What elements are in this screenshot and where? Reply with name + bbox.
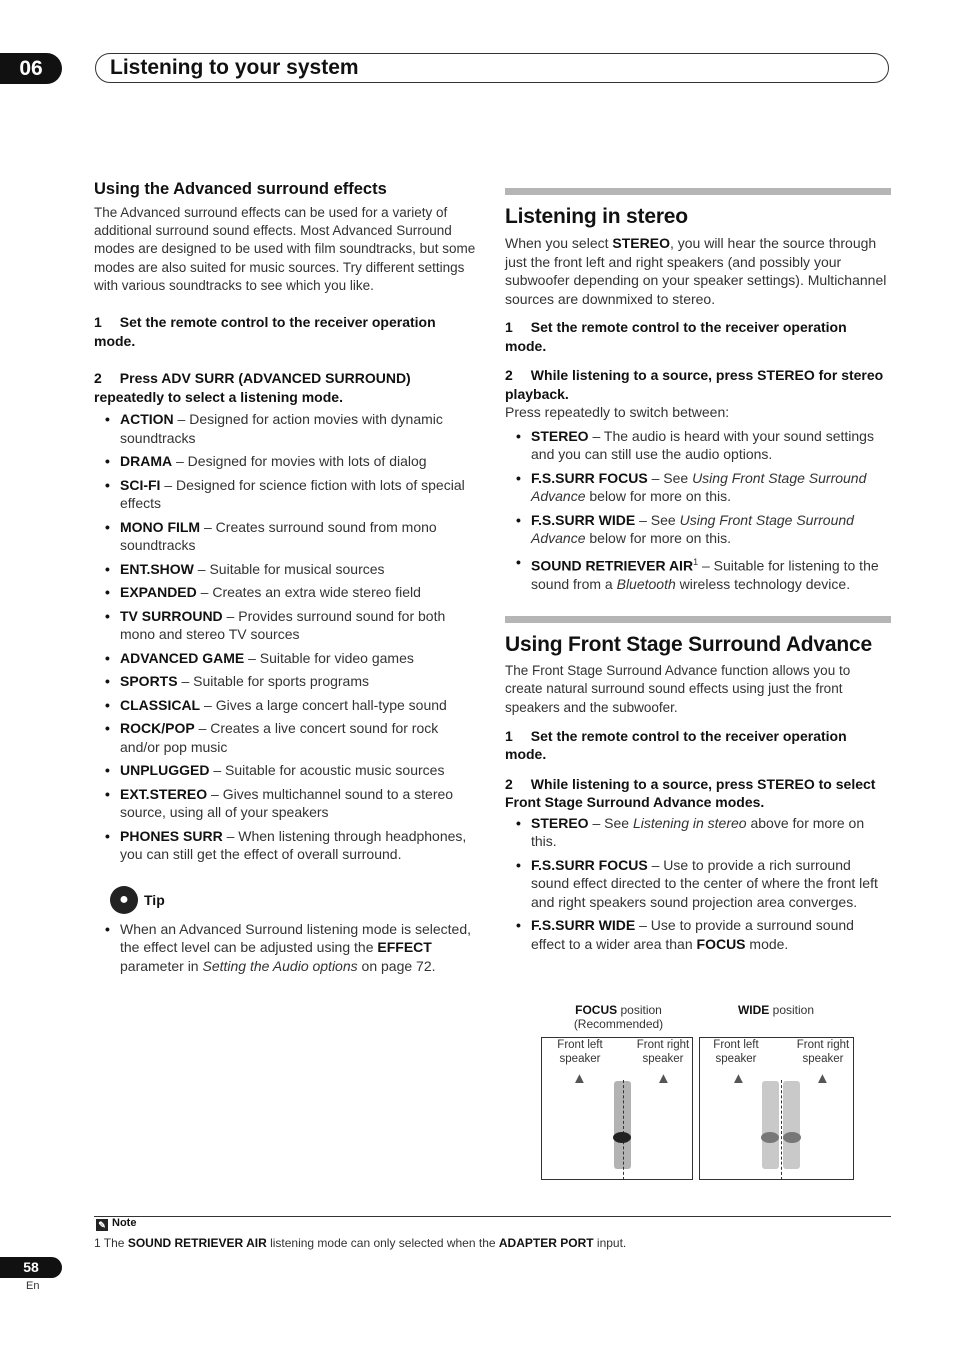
fssa-mode-list xyxy=(505,814,891,954)
list-item: • F.S.SURR WIDE – Use to provide a surround sound effect to a wider area than FOCUS mode. xyxy=(505,916,891,953)
front-left-speaker-label: Front left speaker xyxy=(557,1039,603,1065)
list-item: • ROCK/POP – Creates a live concert sound for rock and/or pop music xyxy=(94,719,480,756)
chapter-title: Listening to your system xyxy=(95,53,889,83)
section-heading-stereo: Listening in stereo xyxy=(505,205,688,228)
listener-icon xyxy=(783,1132,801,1143)
list-item: • EXT.STEREO – Gives multichannel sound to a stereo source, using all of your speakers xyxy=(94,785,480,822)
list-item: • F.S.SURR WIDE – See Using Front Stage Surround Advance below for more on this. xyxy=(505,511,891,548)
wide-diagram-box xyxy=(699,1037,854,1180)
stereo-intro: When you select STEREO, you will hear the source through just the front left and right speakers (and possibly your subwoofer depending on your speaker settings). Multichannel sources are downmixed to stereo. xyxy=(505,235,887,307)
step-2: 2 While listening to a source, press STEREO for stereo playback. xyxy=(505,367,884,402)
stereo-mode-list xyxy=(505,427,891,594)
page-language: En xyxy=(26,1280,40,1292)
step-number: 1 xyxy=(94,314,102,331)
advanced-surround-intro: The Advanced surround effects can be used for a variety of additional surround sound effects. Most Advanced Surround modes are designed to be used with film soundtracks, but some modes are also suited for music sources. Try different settings with various soundtracks to see which you like. xyxy=(94,205,476,293)
fssa-intro: The Front Stage Surround Advance function allows you to create natural surround sound effects using just the front speakers and the subwoofer. xyxy=(505,663,851,715)
step-1: 1 Set the remote control to the receiver operation mode. xyxy=(505,727,847,763)
section-divider-bar xyxy=(505,188,891,195)
listener-icon xyxy=(761,1132,779,1143)
speaker-icon: ▲ xyxy=(731,1070,746,1087)
step-2: 2 While listening to a source, press STEREO to select Front Stage Surround Advance modes. xyxy=(505,775,876,811)
chapter-number: 06 xyxy=(0,53,62,84)
sound-beam xyxy=(783,1081,800,1169)
lightbulb-icon: ● xyxy=(110,886,138,914)
step-1: 1 Set the remote control to the receiver operation mode. xyxy=(505,319,847,354)
list-item: • F.S.SURR FOCUS – Use to provide a rich surround sound effect directed to the center of where the front left and right speakers sound projection area converges. xyxy=(505,856,891,912)
speaker-icon: ▲ xyxy=(572,1070,587,1087)
section-heading-advanced-surround: Using the Advanced surround effects xyxy=(94,180,387,198)
list-item: • TV SURROUND – Provides surround sound for both mono and stereo TV sources xyxy=(94,607,480,644)
list-item: • PHONES SURR – When listening through headphones, you can still get the effect of overall surround. xyxy=(94,827,480,864)
center-line xyxy=(781,1080,782,1180)
tip-item: • When an Advanced Surround listening mode is selected, the effect level can be adjusted using the EFFECT parameter in Setting the Audio options on page 72. xyxy=(94,920,480,976)
note-header: ✎ Note xyxy=(96,1217,136,1231)
step-text: Press ADV SURR (ADVANCED SURROUND) repeatedly to select a listening mode. xyxy=(94,370,411,405)
note-icon: ✎ xyxy=(96,1219,108,1231)
front-right-speaker-label: Front right speaker xyxy=(796,1039,850,1065)
list-item: • UNPLUGGED – Suitable for acoustic music sources xyxy=(94,761,480,780)
tip-header xyxy=(110,886,480,914)
listening-mode-list xyxy=(94,410,480,864)
list-item: • F.S.SURR FOCUS – See Using Front Stage Surround Advance below for more on this. xyxy=(505,469,891,506)
list-item: • ENT.SHOW – Suitable for musical sources xyxy=(94,560,480,579)
center-line xyxy=(623,1080,624,1180)
section-heading-fssa: Using Front Stage Surround Advance xyxy=(505,633,872,657)
list-item: • SPORTS – Suitable for sports programs xyxy=(94,672,480,691)
front-left-speaker-label: Front left speaker xyxy=(713,1039,759,1065)
sound-beam xyxy=(762,1081,779,1169)
listener-icon xyxy=(613,1132,631,1143)
wide-position-caption: WIDE position xyxy=(737,1003,815,1017)
list-item: • MONO FILM – Creates surround sound from mono soundtracks xyxy=(94,518,480,555)
tip-list xyxy=(94,920,480,976)
list-item: • STEREO – The audio is heard with your sound settings and you can still use the audio options. xyxy=(505,427,891,464)
speaker-position-diagram xyxy=(541,1003,854,1181)
press-repeatedly-text: Press repeatedly to switch between: xyxy=(505,404,730,420)
list-item: • SCI-FI – Designed for science fiction with lots of special effects xyxy=(94,476,480,513)
list-item: • EXPANDED – Creates an extra wide stereo field xyxy=(94,583,480,602)
list-item: • CLASSICAL – Gives a large concert hall-type sound xyxy=(94,696,480,715)
list-item: • DRAMA – Designed for movies with lots of dialog xyxy=(94,452,480,471)
list-item: • SOUND RETRIEVER AIR$^1$ – Suitable for listening to the sound from a Bluetooth wireless technology device. xyxy=(505,553,891,594)
step-2 xyxy=(94,369,480,406)
speaker-icon: ▲ xyxy=(656,1070,671,1087)
focus-diagram-box xyxy=(541,1037,693,1180)
right-column xyxy=(505,188,891,953)
footnote-text: 1 The SOUND RETRIEVER AIR listening mode can only selected when the ADAPTER PORT input. xyxy=(94,1236,627,1250)
list-item: • ACTION – Designed for action movies with dynamic soundtracks xyxy=(94,410,480,447)
left-column xyxy=(94,180,480,975)
footnote-divider xyxy=(94,1216,891,1217)
list-item: • ADVANCED GAME – Suitable for video games xyxy=(94,649,480,668)
tip-label: Tip xyxy=(144,891,165,908)
speaker-icon: ▲ xyxy=(815,1070,830,1087)
step-number: 2 xyxy=(94,370,102,387)
page-number: 58 xyxy=(0,1257,62,1278)
step-1 xyxy=(94,313,480,350)
step-text: Set the remote control to the receiver operation mode. xyxy=(94,314,436,349)
front-right-speaker-label: Front right speaker xyxy=(636,1039,690,1065)
focus-position-caption: FOCUS position (Recommended) xyxy=(573,1003,664,1031)
section-divider-bar xyxy=(505,616,891,623)
list-item: • STEREO – See Listening in stereo above for more on this. xyxy=(505,814,891,851)
